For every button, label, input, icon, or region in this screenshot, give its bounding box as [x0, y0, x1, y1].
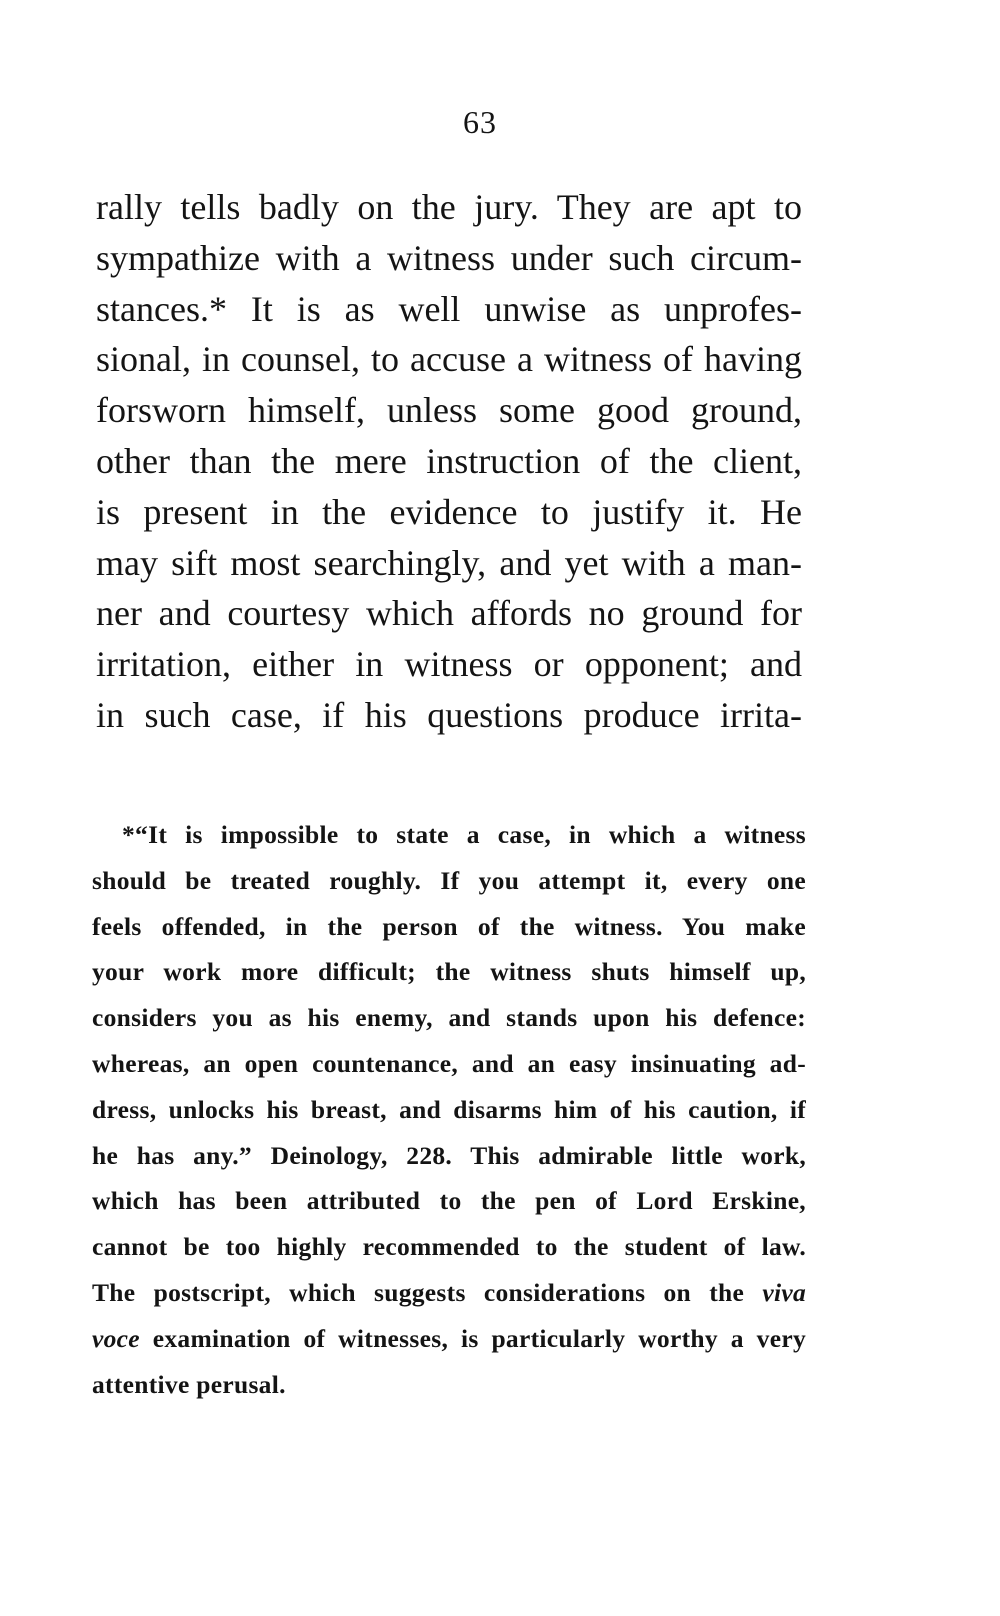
footnote-line: feels offended, in the person of the witness. You make	[92, 911, 806, 941]
italic-term-first: viva	[762, 1277, 806, 1307]
body-line: irritation, either in witness or opponent; and	[96, 644, 802, 685]
footnote-line: your work more difficult; the witness shuts himself up,	[92, 957, 806, 987]
page-number: 63	[463, 104, 497, 140]
footnote-line: attentive perusal.	[92, 1369, 286, 1399]
body-line: ner and courtesy which affords no ground for	[96, 593, 802, 634]
footnote-line: cannot be too highly recommended to the student of law.	[92, 1232, 806, 1262]
footnote-line: considers you as his enemy, and stands upon his defence:	[92, 1003, 806, 1033]
footnote-line: he has any.” Deinology, 228. This admirable little work,	[92, 1140, 806, 1170]
body-line: other than the mere instruction of the client,	[96, 440, 802, 481]
italic-term-full	[92, 1407, 93, 1408]
italic-term-second: voce	[92, 1323, 140, 1353]
footnote-line: dress, unlocks his breast, and disarms him of his caution, if	[92, 1094, 806, 1124]
footnote-line: which has been attributed to the pen of Lord Erskine,	[92, 1186, 806, 1216]
footnote-line-postscript	[92, 1270, 806, 1316]
footnote-line: should be treated roughly. If you attempt it, every one	[92, 865, 806, 895]
body-line: forsworn himself, unless some good ground,	[96, 390, 802, 431]
footnote-line: whereas, an open countenance, and an easy insinuating ad-	[92, 1048, 806, 1078]
footnote-line: *“It is impossible to state a case, in which a witness	[122, 820, 806, 849]
body-line: stances.* It is as well unwise as unprofes-	[96, 288, 802, 329]
footnote	[92, 812, 806, 1407]
body-line: sional, in counsel, to accuse a witness of having	[96, 339, 802, 380]
footnote-line-examination	[92, 1316, 806, 1362]
body-text	[96, 182, 802, 741]
body-line: rally tells badly on the jury. They are apt to	[96, 187, 802, 227]
footnote-line-text: The postscript, which suggests considerations on the	[92, 1277, 745, 1307]
body-line: is present in the evidence to justify it. He	[96, 491, 802, 532]
body-line: sympathize with a witness under such circum-	[96, 237, 802, 278]
body-line: in such case, if his questions produce irrita-	[96, 694, 802, 735]
body-line: may sift most searchingly, and yet with a man-	[96, 542, 802, 583]
footnote-line-text: examination of witnesses, is particularly worthy a very	[152, 1323, 806, 1353]
